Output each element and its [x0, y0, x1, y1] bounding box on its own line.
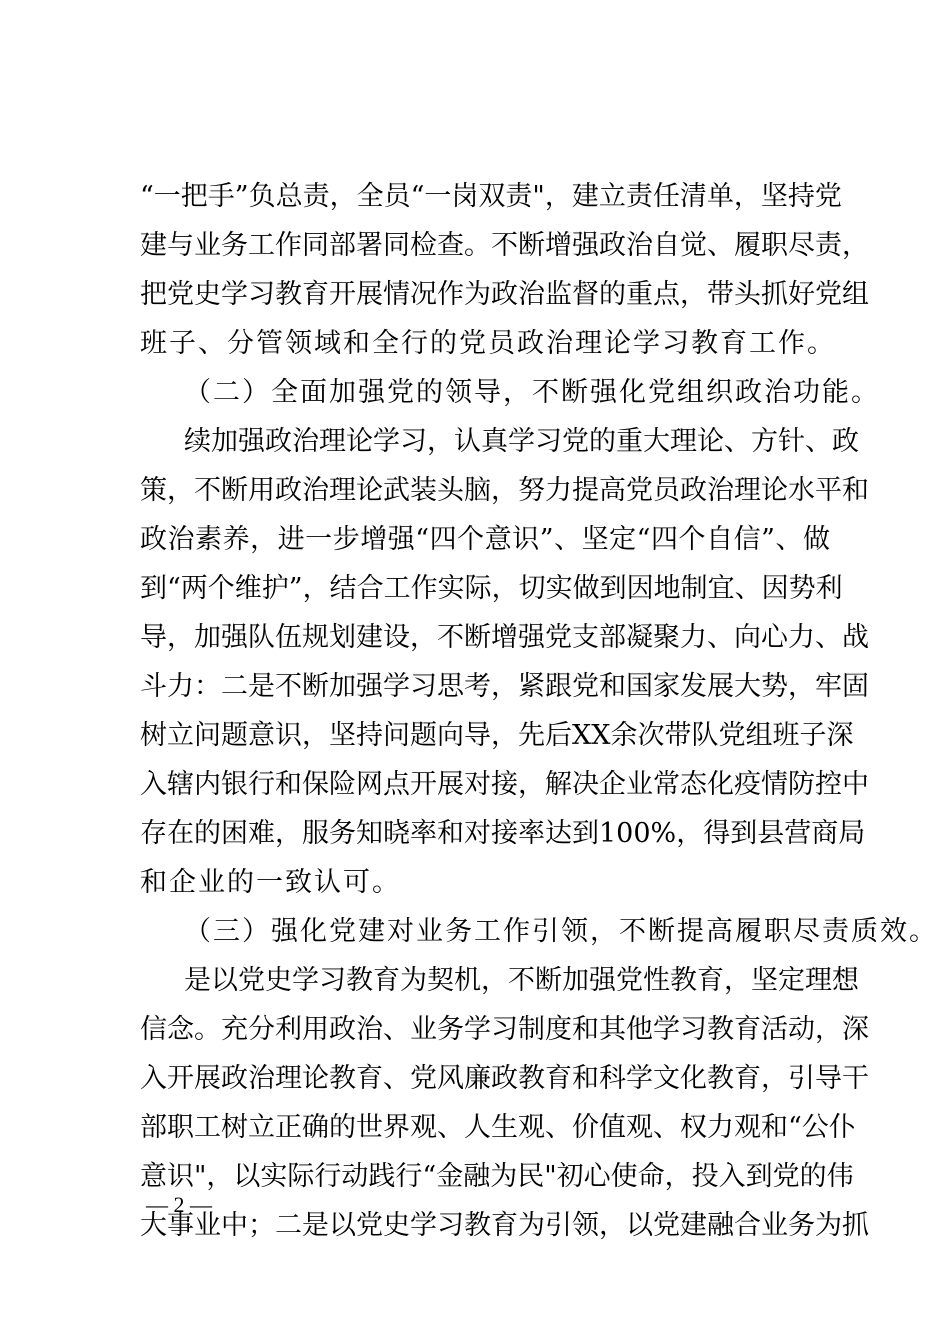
section-heading-3: （三）强化党建对业务工作引领，不断提高履职尽责质效。 [184, 916, 938, 947]
text-line: 续加强政治理论学习，认真学习党的重大理论、方针、政 [184, 426, 859, 457]
text-line: 导，加强队伍规划建设，不断增强党支部凝聚力、向心力、战 [140, 622, 869, 653]
text-line: 到“两个维护”，结合工作实际，切实做到因地制宜、因势利 [140, 573, 843, 604]
text-line: 信念。充分利用政治、业务学习制度和其他学习教育活动，深 [140, 1014, 869, 1045]
page-number: — 2 — [146, 1192, 212, 1217]
section-heading-2: （二）全面加强党的领导，不断强化党组织政治功能。 [184, 377, 880, 408]
text-line: 政治素养，进一步增强“四个意识”、坚定“四个自信”、做 [140, 524, 830, 555]
text-line: 把党史学习教育开展情况作为政治监督的重点，带头抓好党组 [140, 279, 869, 310]
text-line: 存在的困难，服务知晓率和对接率达到100%，得到县营商局 [140, 818, 866, 849]
text-line: 大事业中；二是以党史学习教育为引领，以党建融合业务为抓 [140, 1210, 869, 1241]
text-line: 树立问题意识，坚持问题向导，先后XX余次带队党组班子深 [140, 720, 854, 751]
text-line: 策，不断用政治理论武装头脑，努力提高党员政治理论水平和 [140, 475, 869, 506]
text-line: 班子、分管领域和全行的党员政治理论学习教育工作。 [140, 328, 836, 359]
text-line: 是以党史学习教育为契机，不断加强党性教育，坚定理想 [184, 965, 859, 996]
text-line: 入开展政治理论教育、党风廉政教育和科学文化教育，引导干 [140, 1063, 869, 1094]
text-line: 和企业的一致认可。 [140, 867, 401, 898]
text-line: 入辖内银行和保险网点开展对接，解决企业常态化疫情防控中 [140, 769, 869, 800]
text-line: 意识"，以实际行动践行“金融为民"初心使命，投入到党的伟 [140, 1161, 854, 1192]
text-line: 斗力：二是不断加强学习思考，紧跟党和国家发展大势，牢固 [140, 671, 869, 702]
text-line: 建与业务工作同部署同检查。不断增强政治自觉、履职尽责， [140, 230, 869, 261]
text-line: “一把手”负总责，全员“一岗双责"，建立责任清单，坚持党 [140, 181, 842, 212]
text-line: 部职工树立正确的世界观、人生观、价值观、权力观和“公仆 [140, 1112, 856, 1143]
